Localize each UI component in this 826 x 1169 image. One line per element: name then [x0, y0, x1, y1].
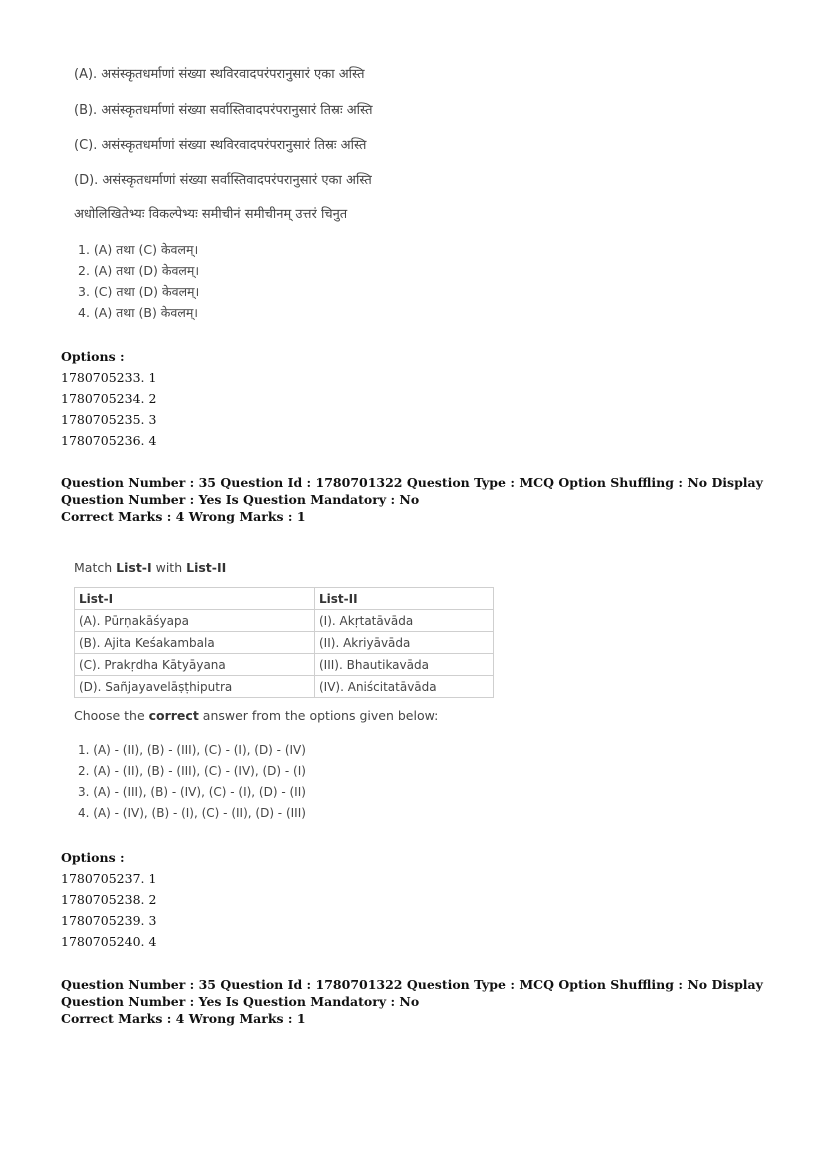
match-title-prefix: Match	[74, 560, 117, 575]
table-row	[75, 632, 494, 654]
q35-option-1: 1780705237. 1	[61, 871, 157, 886]
q35-header-line2: Correct Marks : 4 Wrong Marks : 1	[61, 509, 306, 524]
q34-option-3: 1780705235. 3	[61, 412, 157, 427]
q34-statement-d: (D). असंस्कृतधर्माणां संख्या सर्वास्तिवादपरंपरानुसारं एका अस्ति	[74, 173, 372, 188]
q35-header-line1: Question Number : 35 Question Id : 1780701322 Question Type : MCQ Option Shuffling : No Display Question Number : Yes Is Question Mandatory : No	[61, 475, 763, 507]
q35-header	[61, 474, 773, 525]
match-cell-ii: (II). Akriyāvāda	[315, 632, 494, 654]
q34-instruction: अधोलिखितेभ्यः विकल्पेभ्यः समीचीनं समीचीनम् उत्तरं चिनुत	[74, 207, 348, 222]
match-instruction	[74, 708, 438, 723]
q35-options-label: Options :	[61, 850, 125, 865]
q34-choice-2: 2. (A) तथा (D) केवलम्।	[78, 263, 200, 278]
match-table-header	[75, 588, 494, 610]
q34-options	[61, 348, 773, 449]
table-row	[75, 654, 494, 676]
q34-statement-b: (B). असंस्कृतधर्माणां संख्या सर्वास्तिवादपरंपरानुसारं तिस्रः अस्ति	[74, 103, 373, 118]
q34-option-1: 1780705233. 1	[61, 370, 157, 385]
q34-statement-a: (A). असंस्कृतधर्माणां संख्या स्थविरवादपरंपरानुसारं एका अस्ति	[74, 67, 365, 82]
match-title-mid: with	[151, 560, 187, 575]
match-cell-iii: (III). Bhautikavāda	[315, 654, 494, 676]
match-title-list2: List-II	[186, 560, 227, 575]
q36-header-line2: Correct Marks : 4 Wrong Marks : 1	[61, 1011, 306, 1026]
q34-choice-4: 4. (A) तथा (B) केवलम्।	[78, 305, 199, 320]
match-choice-4: 4. (A) - (IV), (B) - (I), (C) - (II), (D) - (III)	[78, 806, 306, 820]
table-row	[75, 676, 494, 698]
match-choice-3: 3. (A) - (III), (B) - (IV), (C) - (I), (D) - (II)	[78, 785, 306, 799]
match-title	[74, 560, 226, 575]
match-cell-i: (I). Akṛtatāvāda	[315, 610, 494, 632]
q36-header	[61, 976, 773, 1027]
q34-statement-c: (C). असंस्कृतधर्माणां संख्या स्थविरवादपरंपरानुसारं तिस्रः अस्ति	[74, 138, 367, 153]
q36-header-line1: Question Number : 35 Question Id : 1780701322 Question Type : MCQ Option Shuffling : No Display Question Number : Yes Is Question Mandatory : No	[61, 977, 763, 1009]
table-row	[75, 610, 494, 632]
choose-prefix: Choose the	[74, 708, 149, 723]
choose-bold: correct	[148, 708, 199, 723]
match-cell-iv: (IV). Aniścitatāvāda	[315, 676, 494, 698]
q34-option-4: 1780705236. 4	[61, 433, 157, 448]
q35-option-3: 1780705239. 3	[61, 913, 157, 928]
q35-option-4: 1780705240. 4	[61, 934, 157, 949]
match-cell-a: (A). Pūrṇakāśyapa	[75, 610, 315, 632]
match-title-list1: List-I	[116, 560, 152, 575]
match-cell-b: (B). Ajita Keśakambala	[75, 632, 315, 654]
match-table	[74, 587, 494, 698]
q34-options-label: Options :	[61, 349, 125, 364]
q35-options	[61, 849, 773, 950]
q34-option-2: 1780705234. 2	[61, 391, 157, 406]
match-header-list2: List-II	[315, 588, 494, 610]
match-header-list1: List-I	[75, 588, 315, 610]
match-cell-d: (D). Sañjayavelāṣṭhiputra	[75, 676, 315, 698]
q34-choice-1: 1. (A) तथा (C) केवलम्।	[78, 242, 199, 257]
match-choice-2: 2. (A) - (II), (B) - (III), (C) - (IV), (D) - (I)	[78, 764, 306, 778]
match-cell-c: (C). Prakṛdha Kātyāyana	[75, 654, 315, 676]
q34-question-image	[74, 66, 494, 326]
choose-suffix: answer from the options given below:	[198, 708, 439, 723]
q35-option-2: 1780705238. 2	[61, 892, 157, 907]
match-choice-1: 1. (A) - (II), (B) - (III), (C) - (I), (D) - (IV)	[78, 743, 306, 757]
q35-question-image	[74, 560, 504, 825]
q34-choice-3: 3. (C) तथा (D) केवलम्।	[78, 284, 200, 299]
